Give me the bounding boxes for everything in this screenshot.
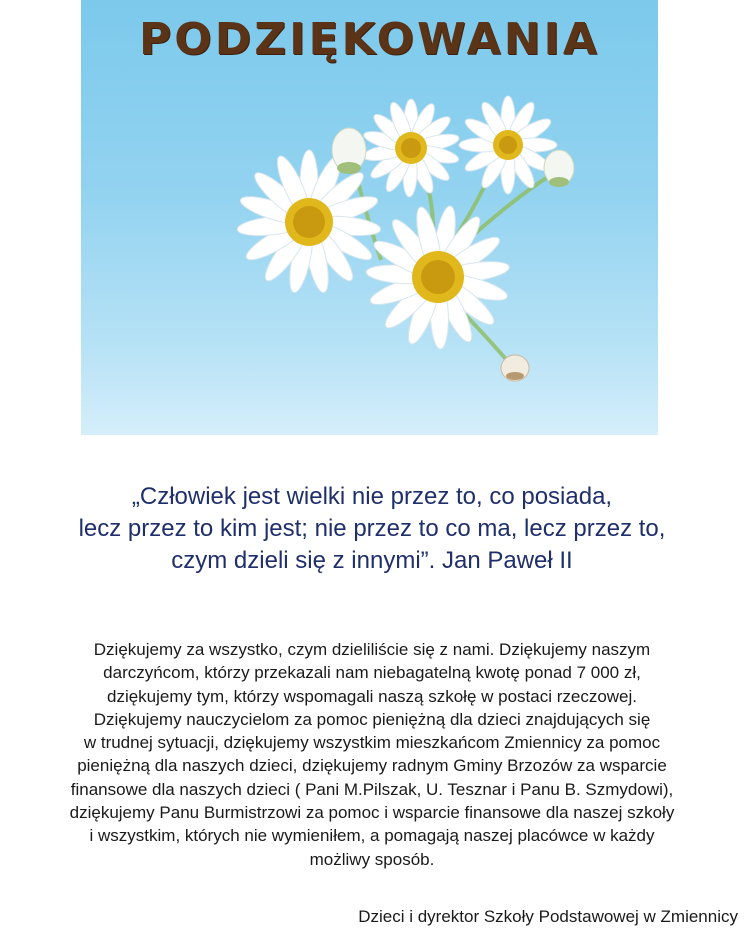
daisy-left xyxy=(236,150,381,294)
paragraph-line: możliwy sposób. xyxy=(309,849,435,869)
quote xyxy=(0,481,744,577)
paragraph-line: dziękujemy Panu Burmistrzowi za pomoc i wsparcie finansowe dla naszej szkoły xyxy=(69,803,675,823)
quote-line: czym dzieli się z innymi”. Jan Paweł II xyxy=(171,547,573,574)
paragraph-line: finansowe dla naszych dzieci ( Pani M.Pilszak, U. Tesznar i Panu B. Szmydowi), xyxy=(70,779,674,799)
signature: Dzieci i dyrektor Szkoły Podstawowej w Zmiennicy xyxy=(358,907,738,926)
paragraph-line: w trudnej sytuacji, dziękujemy wszystkim mieszkańcom Zmiennicy za pomoc xyxy=(83,733,661,753)
quote-line: „Człowiek jest wielki nie przez to, co posiada, xyxy=(131,483,613,510)
paragraph-line: Dziękujemy nauczycielom za pomoc pieniężną dla dzieci znajdujących się xyxy=(93,709,651,729)
paragraph-line: darczyńcom, którzy przekazali nam niebagatelną kwotę ponad 7 000 zł, xyxy=(103,663,641,683)
daisies-illustration xyxy=(81,0,658,435)
banner-image xyxy=(81,0,658,435)
quote-line: lecz przez to kim jest; nie przez to co ma, lecz przez to, xyxy=(78,515,666,542)
paragraph-line: dziękujemy tym, którzy wspomagali naszą szkołę w postaci rzeczowej. xyxy=(106,686,638,706)
banner-title: PODZIĘKOWANIA xyxy=(139,14,600,65)
daisy-top xyxy=(362,99,461,197)
paragraph-line: Dziękujemy za wszystko, czym dzieliliście się z nami. Dziękujemy naszym xyxy=(93,640,651,659)
paragraph-line: pieniężną dla naszych dzieci, dziękujemy radnym Gminy Brzozów za wsparcie xyxy=(77,756,667,776)
paragraph-line: i wszystkim, których nie wymieniłem, a pomagają naszej placówce w każdy xyxy=(89,826,655,846)
thank-you-paragraph xyxy=(0,638,744,871)
daisy-center xyxy=(366,205,511,350)
